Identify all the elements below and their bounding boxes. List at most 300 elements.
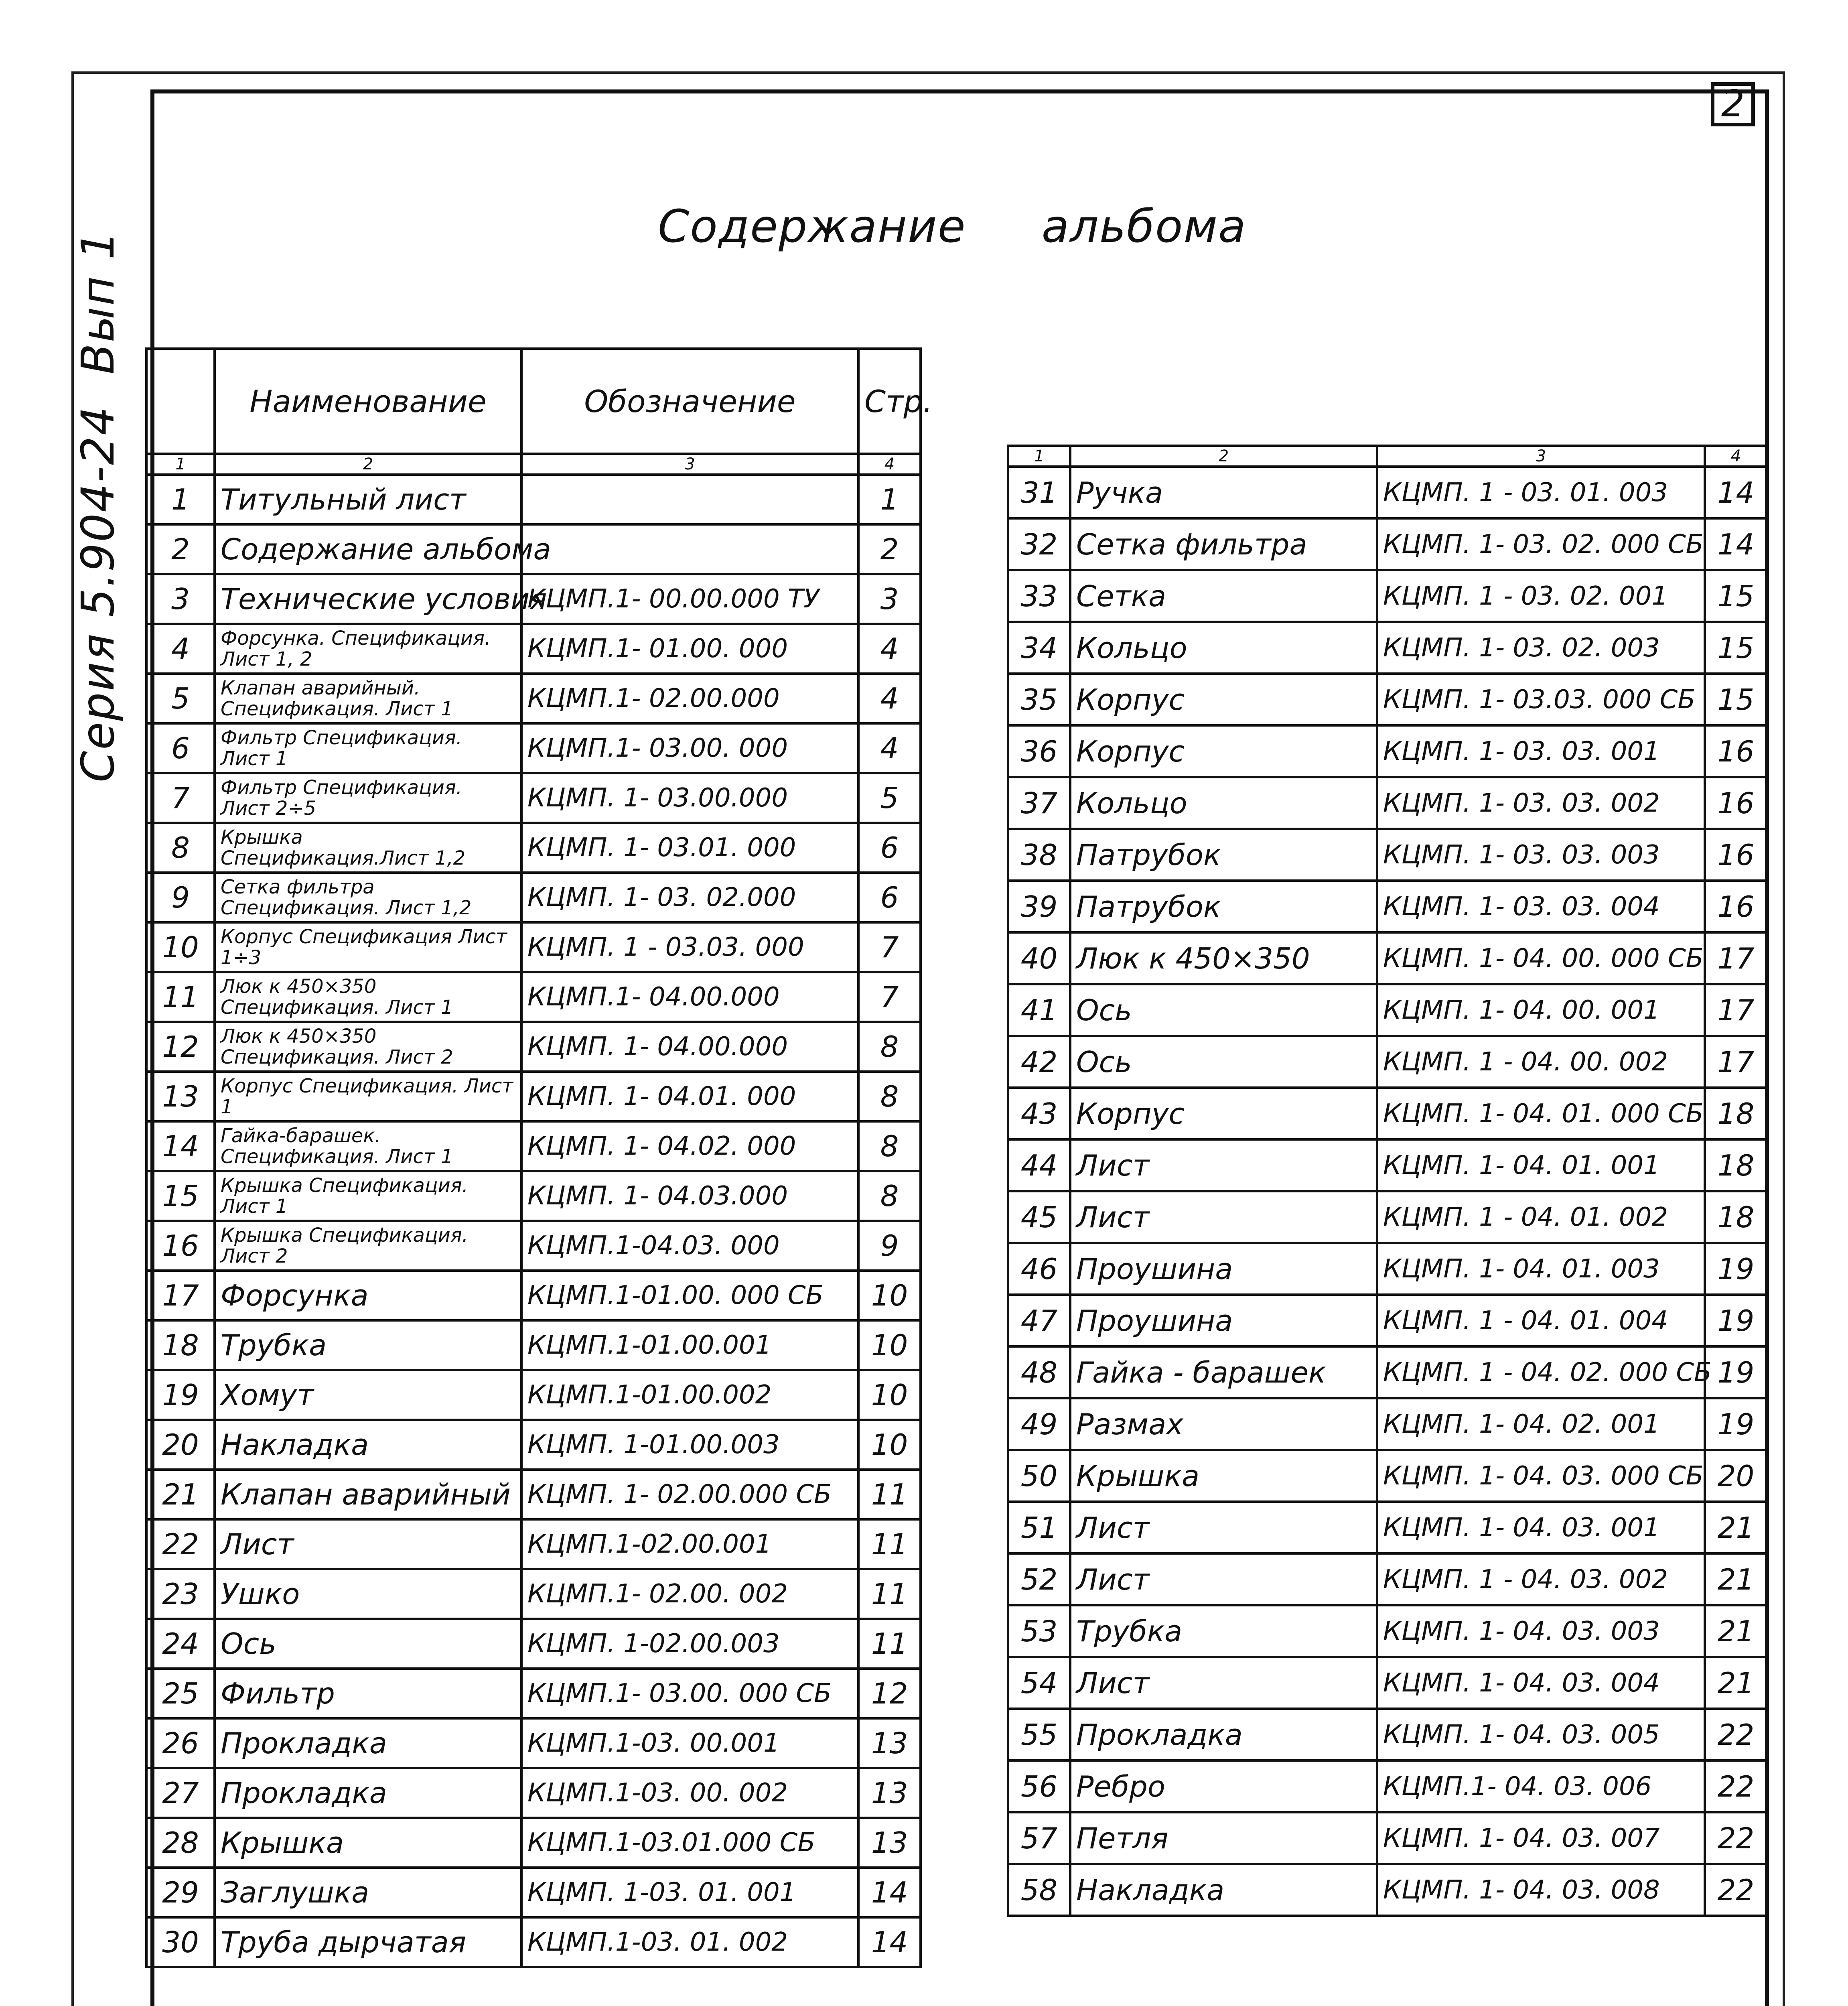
table-row	[1008, 1139, 1767, 1191]
table-row	[1008, 1036, 1767, 1088]
row-code: КЦМП. 1- 04. 03. 004	[1377, 1657, 1705, 1709]
row-number: 50	[1008, 1450, 1070, 1502]
row-name: Лист	[1070, 1139, 1377, 1191]
table-row	[146, 972, 921, 1022]
table-row	[1008, 829, 1767, 881]
column-number: 1	[1008, 446, 1070, 467]
row-name: Патрубок	[1070, 829, 1377, 881]
column-number: 4	[858, 454, 921, 475]
contents-table-right	[1007, 445, 1768, 1917]
row-name: Люк к 450×350 Спецификация. Лист 1	[215, 972, 521, 1022]
row-page: 21	[1705, 1502, 1767, 1553]
row-name: Гайка - барашек	[1070, 1346, 1377, 1398]
row-name: Сетка фильтра Спецификация. Лист 1,2	[215, 873, 521, 922]
row-number: 2	[146, 524, 215, 574]
row-name: Ось	[1070, 1036, 1377, 1088]
row-page: 16	[1705, 777, 1767, 829]
row-name: Лист	[215, 1519, 521, 1569]
row-code: КЦМП. 1 - 04. 01. 002	[1377, 1191, 1705, 1243]
table-row	[146, 1718, 921, 1768]
row-page: 19	[1705, 1295, 1767, 1346]
row-number: 36	[1008, 725, 1070, 777]
row-name: Кольцо	[1070, 777, 1377, 829]
row-code: КЦМП. 1-03. 01. 001	[521, 1868, 858, 1917]
table-row	[146, 1221, 921, 1271]
row-code: КЦМП.1- 04.00.000	[521, 972, 858, 1022]
row-page: 7	[858, 922, 921, 972]
row-code: КЦМП.1-03.01.000 СБ	[521, 1818, 858, 1868]
row-code: КЦМП. 1- 04. 00. 000 СБ	[1377, 932, 1705, 984]
row-code	[521, 524, 858, 574]
table-row	[1008, 518, 1767, 570]
row-name: Форсунка	[215, 1271, 521, 1320]
row-name: Трубка	[215, 1320, 521, 1370]
row-number: 42	[1008, 1036, 1070, 1088]
row-number: 49	[1008, 1398, 1070, 1450]
row-number: 55	[1008, 1709, 1070, 1760]
row-name: Кольцо	[1070, 622, 1377, 674]
table-row	[146, 1171, 921, 1221]
row-page: 11	[858, 1619, 921, 1669]
row-number: 6	[146, 723, 215, 773]
row-name: Корпус Спецификация. Лист 1	[215, 1072, 521, 1121]
row-page: 19	[1705, 1243, 1767, 1295]
row-page: 22	[1705, 1709, 1767, 1760]
column-number: 3	[521, 454, 858, 475]
row-name: Ребро	[1070, 1760, 1377, 1812]
table-row	[1008, 622, 1767, 674]
row-page: 19	[1705, 1346, 1767, 1398]
row-name: Накладка	[1070, 1864, 1377, 1916]
row-number: 58	[1008, 1864, 1070, 1916]
row-name: Ушко	[215, 1569, 521, 1619]
row-name: Прокладка	[215, 1768, 521, 1818]
row-code: КЦМП.1- 03.00. 000	[521, 723, 858, 773]
row-page: 9	[858, 1221, 921, 1271]
table-row	[1008, 1450, 1767, 1502]
row-name: Люк к 450×350	[1070, 932, 1377, 984]
row-code: КЦМП. 1- 04. 03. 000 СБ	[1377, 1450, 1705, 1502]
row-number: 33	[1008, 570, 1070, 622]
row-number: 57	[1008, 1812, 1070, 1864]
table-row	[1008, 1502, 1767, 1553]
header-code: Обозначение	[521, 349, 858, 454]
table-row	[146, 1121, 921, 1171]
table-row	[1008, 932, 1767, 984]
row-page: 10	[858, 1420, 921, 1470]
row-page: 14	[1705, 467, 1767, 518]
row-code: КЦМП.1-04.03. 000	[521, 1221, 858, 1271]
row-code: КЦМП.1- 01.00. 000	[521, 624, 858, 674]
row-code: КЦМП. 1-01.00.003	[521, 1420, 858, 1470]
table-row	[1008, 1346, 1767, 1398]
row-code: КЦМП.1-01.00.002	[521, 1370, 858, 1420]
row-page: 5	[858, 773, 921, 823]
row-name: Патрубок	[1070, 881, 1377, 932]
row-number: 44	[1008, 1139, 1070, 1191]
table-row	[146, 1669, 921, 1718]
table-row	[146, 1519, 921, 1569]
row-name: Трубка	[1070, 1605, 1377, 1657]
row-page: 14	[1705, 518, 1767, 570]
row-name: Форсунка. Спецификация. Лист 1, 2	[215, 624, 521, 674]
row-code: КЦМП. 1- 04. 00. 001	[1377, 984, 1705, 1036]
table-row	[1008, 1243, 1767, 1295]
row-code: КЦМП.1-03. 00. 002	[521, 1768, 858, 1818]
column-number: 4	[1705, 446, 1767, 467]
row-page: 1	[858, 475, 921, 524]
row-number: 51	[1008, 1502, 1070, 1553]
table-row	[146, 1619, 921, 1669]
row-code: КЦМП. 1 - 03.03. 000	[521, 922, 858, 972]
row-code: КЦМП. 1- 04. 03. 005	[1377, 1709, 1705, 1760]
row-number: 20	[146, 1420, 215, 1470]
row-name: Содержание альбома	[215, 524, 521, 574]
row-page: 4	[858, 674, 921, 723]
row-number: 14	[146, 1121, 215, 1171]
right-table-body	[1008, 467, 1767, 1916]
row-page: 13	[858, 1718, 921, 1768]
table-row	[146, 1768, 921, 1818]
row-code: КЦМП. 1- 04. 03. 001	[1377, 1502, 1705, 1553]
row-code: КЦМП. 1- 03. 02. 003	[1377, 622, 1705, 674]
row-name: Крышка	[215, 1818, 521, 1868]
row-code: КЦМП. 1 - 03. 02. 001	[1377, 570, 1705, 622]
table-row	[146, 1022, 921, 1072]
row-name: Проушина	[1070, 1295, 1377, 1346]
row-page: 10	[858, 1271, 921, 1320]
row-code: КЦМП. 1- 03.01. 000	[521, 823, 858, 873]
row-name: Ручка	[1070, 467, 1377, 518]
row-page: 16	[1705, 829, 1767, 881]
row-number: 39	[1008, 881, 1070, 932]
row-page: 4	[858, 624, 921, 674]
row-page: 20	[1705, 1450, 1767, 1502]
row-page: 21	[1705, 1657, 1767, 1709]
table-row	[1008, 1864, 1767, 1916]
table-row	[146, 1072, 921, 1121]
row-code: КЦМП. 1- 04.03.000	[521, 1171, 858, 1221]
row-number: 28	[146, 1818, 215, 1868]
row-code: КЦМП. 1- 04. 01. 003	[1377, 1243, 1705, 1295]
column-number: 2	[1070, 446, 1377, 467]
row-number: 30	[146, 1917, 215, 1967]
table-row	[146, 1470, 921, 1519]
table-row	[146, 873, 921, 922]
row-name: Корпус	[1070, 1088, 1377, 1139]
row-code: КЦМП.1-02.00.001	[521, 1519, 858, 1569]
row-name: Фильтр Спецификация. Лист 1	[215, 723, 521, 773]
row-name: Проушина	[1070, 1243, 1377, 1295]
row-number: 12	[146, 1022, 215, 1072]
row-number: 8	[146, 823, 215, 873]
row-page: 8	[858, 1022, 921, 1072]
row-code: КЦМП. 1- 02.00.000 СБ	[521, 1470, 858, 1519]
row-code: КЦМП. 1- 03. 03. 002	[1377, 777, 1705, 829]
table-row	[1008, 570, 1767, 622]
row-number: 52	[1008, 1553, 1070, 1605]
row-number: 26	[146, 1718, 215, 1768]
row-name: Клапан аварийный	[215, 1470, 521, 1519]
table-row	[146, 1320, 921, 1370]
row-number: 22	[146, 1519, 215, 1569]
row-name: Люк к 450×350 Спецификация. Лист 2	[215, 1022, 521, 1072]
row-name: Крышка	[1070, 1450, 1377, 1502]
table-row	[146, 823, 921, 873]
table-row	[1008, 1812, 1767, 1864]
row-code: КЦМП. 1- 04. 03. 003	[1377, 1605, 1705, 1657]
row-page: 22	[1705, 1812, 1767, 1864]
row-name: Сетка фильтра	[1070, 518, 1377, 570]
row-page: 4	[858, 723, 921, 773]
row-name: Гайка-барашек. Спецификация. Лист 1	[215, 1121, 521, 1171]
row-number: 10	[146, 922, 215, 972]
row-number: 53	[1008, 1605, 1070, 1657]
row-page: 13	[858, 1768, 921, 1818]
row-page: 15	[1705, 622, 1767, 674]
row-code: КЦМП. 1- 04.00.000	[521, 1022, 858, 1072]
row-number: 27	[146, 1768, 215, 1818]
row-name: Корпус	[1070, 674, 1377, 725]
row-code: КЦМП. 1 - 03. 01. 003	[1377, 467, 1705, 518]
table-row	[1008, 1605, 1767, 1657]
table-row	[146, 723, 921, 773]
row-page: 7	[858, 972, 921, 1022]
row-number: 34	[1008, 622, 1070, 674]
table-row	[146, 1420, 921, 1470]
sheet-number: 2	[1711, 82, 1755, 126]
table-row	[1008, 1760, 1767, 1812]
row-number: 19	[146, 1370, 215, 1420]
table-header-row	[146, 349, 921, 454]
row-code: КЦМП. 1- 04.01. 000	[521, 1072, 858, 1121]
row-name: Титульный лист	[215, 475, 521, 524]
table-row	[1008, 1553, 1767, 1605]
row-page: 2	[858, 524, 921, 574]
row-page: 15	[1705, 570, 1767, 622]
row-code: КЦМП.1-03. 01. 002	[521, 1917, 858, 1967]
row-name: Прокладка	[1070, 1709, 1377, 1760]
row-number: 48	[1008, 1346, 1070, 1398]
row-number: 18	[146, 1320, 215, 1370]
row-code: КЦМП.1- 00.00.000 ТУ	[521, 574, 858, 624]
row-name: Фильтр	[215, 1669, 521, 1718]
table-row	[1008, 1709, 1767, 1760]
header-num-cell	[146, 349, 215, 454]
table-row	[146, 1917, 921, 1967]
table-row	[146, 1868, 921, 1917]
row-number: 23	[146, 1569, 215, 1619]
left-table-body	[146, 475, 921, 1967]
row-page: 14	[858, 1868, 921, 1917]
row-name: Корпус Спецификация Лист 1÷3	[215, 922, 521, 972]
row-name: Корпус	[1070, 725, 1377, 777]
row-page: 6	[858, 823, 921, 873]
row-number: 35	[1008, 674, 1070, 725]
row-number: 13	[146, 1072, 215, 1121]
row-number: 1	[146, 475, 215, 524]
table-row	[146, 922, 921, 972]
row-code: КЦМП.1- 04. 03. 006	[1377, 1760, 1705, 1812]
row-number: 17	[146, 1271, 215, 1320]
row-page: 16	[1705, 725, 1767, 777]
table-row	[1008, 777, 1767, 829]
row-number: 31	[1008, 467, 1070, 518]
row-code: КЦМП. 1- 03. 02.000	[521, 873, 858, 922]
row-page: 8	[858, 1072, 921, 1121]
row-code: КЦМП.1-01.00.001	[521, 1320, 858, 1370]
table-row	[146, 574, 921, 624]
row-number: 24	[146, 1619, 215, 1669]
row-name: Накладка	[215, 1420, 521, 1470]
row-number: 43	[1008, 1088, 1070, 1139]
table-row	[146, 1370, 921, 1420]
table-row	[1008, 1295, 1767, 1346]
row-number: 41	[1008, 984, 1070, 1036]
row-code: КЦМП. 1- 04. 03. 007	[1377, 1812, 1705, 1864]
row-name: Клапан аварийный. Спецификация. Лист 1	[215, 674, 521, 723]
row-page: 11	[858, 1569, 921, 1619]
row-page: 13	[858, 1818, 921, 1868]
row-page: 18	[1705, 1191, 1767, 1243]
row-name: Ось	[215, 1619, 521, 1669]
row-number: 56	[1008, 1760, 1070, 1812]
page-title: Содержание альбома	[658, 201, 1247, 253]
row-code: КЦМП. 1- 03. 03. 001	[1377, 725, 1705, 777]
row-name: Лист	[1070, 1657, 1377, 1709]
row-code	[521, 475, 858, 524]
row-name: Лист	[1070, 1553, 1377, 1605]
column-number: 1	[146, 454, 215, 475]
row-page: 21	[1705, 1605, 1767, 1657]
row-code: КЦМП.1-03. 00.001	[521, 1718, 858, 1768]
row-number: 29	[146, 1868, 215, 1917]
row-code: КЦМП.1- 03.00. 000 СБ	[521, 1669, 858, 1718]
row-page: 17	[1705, 932, 1767, 984]
row-page: 11	[858, 1519, 921, 1569]
table-row	[146, 1271, 921, 1320]
row-code: КЦМП. 1- 04. 01. 000 СБ	[1377, 1088, 1705, 1139]
row-name: Сетка	[1070, 570, 1377, 622]
row-number: 40	[1008, 932, 1070, 984]
row-code: КЦМП. 1- 04. 03. 008	[1377, 1864, 1705, 1916]
row-page: 8	[858, 1171, 921, 1221]
row-name: Размах	[1070, 1398, 1377, 1450]
row-name: Заглушка	[215, 1868, 521, 1917]
row-code: КЦМП. 1- 03. 03. 003	[1377, 829, 1705, 881]
row-name: Крышка Спецификация. Лист 2	[215, 1221, 521, 1271]
row-page: 21	[1705, 1553, 1767, 1605]
table-row	[1008, 1088, 1767, 1139]
table-row	[146, 674, 921, 723]
row-name: Крышка Спецификация.Лист 1,2	[215, 823, 521, 873]
header-name: Наименование	[215, 349, 521, 454]
row-number: 32	[1008, 518, 1070, 570]
row-page: 3	[858, 574, 921, 624]
row-name: Лист	[1070, 1502, 1377, 1553]
column-number-row	[146, 454, 921, 475]
row-page: 8	[858, 1121, 921, 1171]
row-page: 6	[858, 873, 921, 922]
column-number-row	[1008, 446, 1767, 467]
row-code: КЦМП. 1- 04.02. 000	[521, 1121, 858, 1171]
row-page: 17	[1705, 984, 1767, 1036]
row-name: Прокладка	[215, 1718, 521, 1768]
row-page: 14	[858, 1917, 921, 1967]
row-code: КЦМП. 1- 03. 02. 000 СБ	[1377, 518, 1705, 570]
row-name: Ось	[1070, 984, 1377, 1036]
row-name: Фильтр Спецификация. Лист 2÷5	[215, 773, 521, 823]
row-page: 18	[1705, 1088, 1767, 1139]
table-row	[1008, 881, 1767, 932]
row-code: КЦМП.1- 02.00.000	[521, 674, 858, 723]
row-code: КЦМП. 1 - 04. 00. 002	[1377, 1036, 1705, 1088]
row-number: 45	[1008, 1191, 1070, 1243]
row-number: 38	[1008, 829, 1070, 881]
table-row	[1008, 467, 1767, 518]
row-number: 9	[146, 873, 215, 922]
row-page: 22	[1705, 1864, 1767, 1916]
column-number: 2	[215, 454, 521, 475]
row-page: 11	[858, 1470, 921, 1519]
column-number: 3	[1377, 446, 1705, 467]
row-code: КЦМП.1-01.00. 000 СБ	[521, 1271, 858, 1320]
row-number: 7	[146, 773, 215, 823]
row-number: 3	[146, 574, 215, 624]
table-row	[1008, 984, 1767, 1036]
header-page: Стр.	[858, 349, 921, 454]
row-code: КЦМП. 1- 04. 01. 001	[1377, 1139, 1705, 1191]
row-number: 4	[146, 624, 215, 674]
row-page: 18	[1705, 1139, 1767, 1191]
row-page: 17	[1705, 1036, 1767, 1088]
row-name: Крышка Спецификация. Лист 1	[215, 1171, 521, 1221]
table-row	[1008, 1657, 1767, 1709]
row-name: Хомут	[215, 1370, 521, 1420]
row-number: 46	[1008, 1243, 1070, 1295]
row-number: 5	[146, 674, 215, 723]
table-row	[146, 1569, 921, 1619]
row-number: 47	[1008, 1295, 1070, 1346]
row-page: 15	[1705, 674, 1767, 725]
row-code: КЦМП. 1-02.00.003	[521, 1619, 858, 1669]
table-row	[1008, 725, 1767, 777]
row-page: 10	[858, 1320, 921, 1370]
row-code: КЦМП. 1 - 04. 02. 000 СБ	[1377, 1346, 1705, 1398]
row-number: 15	[146, 1171, 215, 1221]
row-code: КЦМП. 1 - 04. 01. 004	[1377, 1295, 1705, 1346]
series-label: Серия 5.904-24 Вып 1	[72, 229, 124, 782]
row-number: 54	[1008, 1657, 1070, 1709]
table-row	[146, 1818, 921, 1868]
table-row	[146, 624, 921, 674]
row-code: КЦМП. 1- 03.03. 000 СБ	[1377, 674, 1705, 725]
table-row	[146, 524, 921, 574]
row-code: КЦМП.1- 02.00. 002	[521, 1569, 858, 1619]
row-number: 21	[146, 1470, 215, 1519]
table-row	[146, 475, 921, 524]
row-code: КЦМП. 1- 03.00.000	[521, 773, 858, 823]
row-name: Технические условия	[215, 574, 521, 624]
row-page: 22	[1705, 1760, 1767, 1812]
row-code: КЦМП. 1- 04. 02. 001	[1377, 1398, 1705, 1450]
row-code: КЦМП. 1 - 04. 03. 002	[1377, 1553, 1705, 1605]
table-row	[1008, 1398, 1767, 1450]
row-page: 19	[1705, 1398, 1767, 1450]
row-page: 10	[858, 1370, 921, 1420]
table-row	[1008, 674, 1767, 725]
row-page: 16	[1705, 881, 1767, 932]
